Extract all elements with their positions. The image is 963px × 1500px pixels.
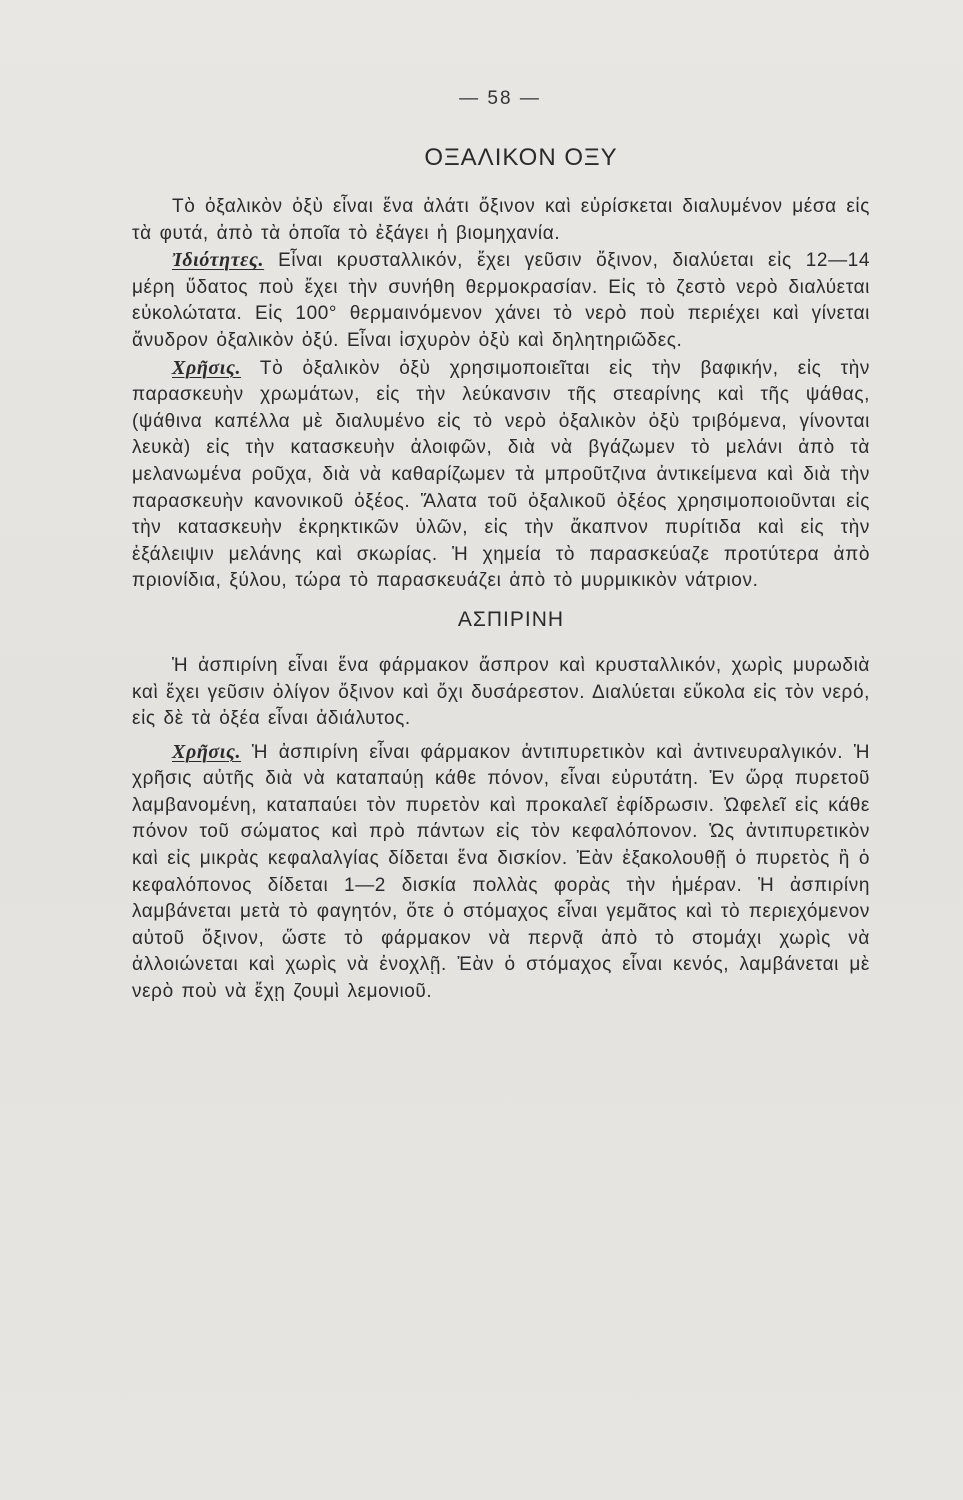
properties-term: Ἰδιότητες. bbox=[172, 249, 265, 272]
oxalic-intro-paragraph: Τὸ ὀξαλικὸν ὀξὺ εἶναι ἕνα ἁλάτι ὄξινον καὶ εὑρίσκεται διαλυμένον μέσα εἰς τὰ φυτά, ἀπὸ τὰ ὁποῖα τὸ ἐξάγει ἡ βιομηχανία. bbox=[132, 196, 870, 244]
oxalic-properties-paragraph bbox=[132, 247, 870, 354]
oxalic-uses-paragraph bbox=[132, 355, 870, 595]
aspirin-uses-term: Χρῆσις. bbox=[172, 740, 242, 763]
section-title-aspirin: ΑΣΠΙΡΙΝΗ bbox=[457, 607, 565, 631]
uses-term: Χρῆσις. bbox=[172, 356, 242, 379]
aspirin-uses-paragraph bbox=[132, 739, 870, 1006]
aspirin-uses-text: Ἡ ἀσπιρίνη εἶναι φάρμακον ἀντιπυρετικὸν καὶ ἀντινευραλγικόν. Ἡ χρῆσις αὐτῆς διὰ νὰ καταπαύῃ κάθε πόνον, εἶναι εὐρυτάτη. Ἐν ὥρᾳ πυρετοῦ λαμβανομένη, καταπαύει τὸν πυρετὸν καὶ προκαλεῖ ἐφίδρωσιν. Ὠφελεῖ εἰς κάθε πόνον τοῦ σώματος καὶ πρὸ πάντων εἰς τὸν κεφαλόπονον. Ὡς ἀντιπυρετικὸν καὶ εἰς μικρὰς κεφαλαλγίας δίδεται ἕνα δισκίον. Ἐὰν ἐξακολουθῇ ὁ πυρετὸς ἢ ὁ κεφαλόπονος δίδεται 1—2 δισκία πολλὰς φορὰς τὴν ἡμέραν. Ἡ ἀσπιρίνη λαμβάνεται μετὰ τὸ φαγητόν, ὅτε ὁ στόμαχος εἶναι γεμᾶτος καὶ τὸ περιεχόμενον αὐτοῦ ὄξινον, ὥστε τὸ φάρμακον νὰ περνᾷ ἀπὸ τὸ στομάχι χωρὶς νὰ ἀλλοιώνεται καὶ χωρὶς νὰ ἐνοχλῇ. Ἐὰν ὁ στόμαχος εἶναι κενός, λαμβάνεται μὲ νερὸ ποὺ νὰ ἔχῃ ζουμὶ λεμονιοῦ. bbox=[132, 741, 870, 1003]
uses-text: Τὸ ὀξαλικὸν ὀξὺ χρησιμοποιεῖται εἰς τὴν βαφικήν, εἰς τὴν παρασκευὴν χρωμάτων, εἰς τὴν λεύκανσιν τῆς στεαρίνης καὶ τῆς ψάθας, (ψάθινα καπέλλα μὲ διαλυμένο εἰς τὸ νερὸ ὀξαλικὸν ὀξὺ τριβόμενα, γίνονται λευκὰ) εἰς τὴν κατασκευὴν ἀλοιφῶν, διὰ νὰ βγάζωμεν τὸ μελάνι ἀπὸ τὰ μελανωμένα ροῦχα, διὰ νὰ καθαρίζωμεν τὰ μπροῦτζινα ἀντικείμενα καὶ διὰ τὴν παρασκευὴν κανονικοῦ ὀξέος. Ἅλατα τοῦ ὀξαλικοῦ ὀξέος χρησιμοποιοῦνται εἰς τὴν κατασκευὴν ἐκρηκτικῶν ὑλῶν, εἰς τὴν ἄκαπνον πυρίτιδα καὶ εἰς τὴν ἐξάλειψιν μελάνης καὶ σκωρίας. Ἡ χημεία τὸ παρασκεύαζε προτύτερα ἀπὸ πριονίδια, ξύλου, τώρα τὸ παρασκευάζει ἀπὸ τὸ μυρμικικὸν νάτριον. bbox=[132, 357, 870, 592]
page-number: — 58 — bbox=[459, 88, 541, 109]
page-content bbox=[132, 140, 870, 1006]
aspirin-intro-paragraph: Ἡ ἀσπιρίνη εἶναι ἕνα φάρμακον ἄσπρον καὶ κρυσταλλικόν, χωρὶς μυρωδιὰ καὶ ἔχει γεῦσιν ὀλίγον ὄξινον καὶ ὄχι δυσάρεστον. Διαλύεται εὔκολα εἰς τὸν νερό, εἰς δὲ τὰ ὀξέα εἶναι ἀδιάλυτος. bbox=[132, 654, 870, 730]
properties-text: Εἶναι κρυσταλλικόν, ἔχει γεῦσιν ὄξινον, διαλύεται εἰς 12—14 μέρη ὕδατος ποὺ ἔχει τὴν συνήθη θερμοκρασίαν. Εἰς τὸ ζεστὸ νερὸ διαλύεται εὐκολώτατα. Εἰς 100° θερμαινόμενον χάνει τὸ νερὸ ποὺ περιέχει καὶ γίνεται ἄνυδρον ὀξαλικὸν ὀξύ. Εἶναι ἰσχυρὸν ὀξὺ καὶ δηλητηριῶδες. bbox=[132, 250, 870, 351]
section-title-oxalic-acid: ΟΞΑΛΙΚΟΝ ΟΞΥ bbox=[424, 144, 618, 171]
